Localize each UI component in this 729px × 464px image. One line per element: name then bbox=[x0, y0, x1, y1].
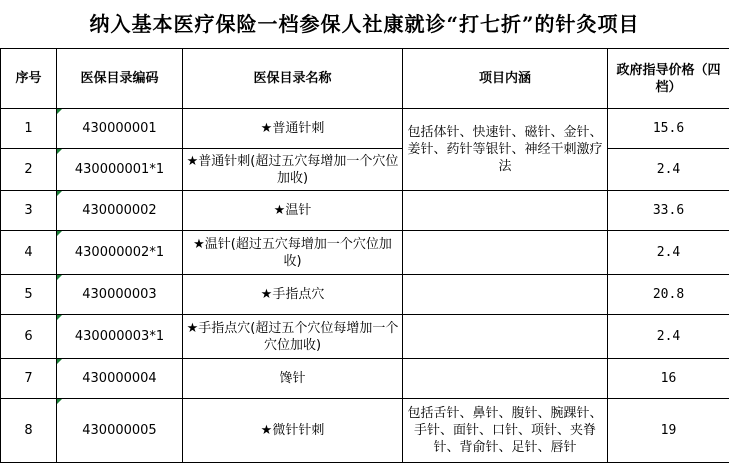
table-header-row bbox=[1, 49, 729, 109]
cell-comment-marker bbox=[57, 275, 62, 280]
cell-name[interactable]: ★温针(超过五穴每增加一个穴位加收) bbox=[183, 231, 403, 275]
cell-price[interactable]: 2.4 bbox=[608, 315, 729, 359]
cell-seq[interactable]: 4 bbox=[1, 231, 57, 275]
cell-name[interactable]: ★普通针刺(超过五穴每增加一个穴位加收) bbox=[183, 149, 403, 191]
cell-code[interactable] bbox=[57, 315, 183, 359]
cell-code[interactable] bbox=[57, 359, 183, 399]
cell-price[interactable]: 15.6 bbox=[608, 109, 729, 149]
cell-comment-marker bbox=[57, 149, 62, 154]
cell-price[interactable]: 16 bbox=[608, 359, 729, 399]
cell-content[interactable]: 包括舌针、鼻针、腹针、腕踝针、手针、面针、口针、项针、夹脊针、背俞针、足针、唇针 bbox=[403, 399, 608, 463]
cell-content-empty[interactable] bbox=[403, 315, 608, 359]
table-row bbox=[1, 399, 729, 463]
cell-code[interactable] bbox=[57, 231, 183, 275]
table-row bbox=[1, 109, 729, 149]
table-row bbox=[1, 359, 729, 399]
table-row bbox=[1, 315, 729, 359]
cell-price[interactable]: 20.8 bbox=[608, 275, 729, 315]
cell-code-text: 430000003*1 bbox=[74, 329, 165, 344]
cell-comment-marker bbox=[57, 399, 62, 404]
cell-seq[interactable]: 2 bbox=[1, 149, 57, 191]
cell-code[interactable] bbox=[57, 399, 183, 463]
cell-code-text: 430000002 bbox=[82, 203, 157, 218]
cell-seq[interactable]: 1 bbox=[1, 109, 57, 149]
cell-content-empty[interactable] bbox=[403, 191, 608, 231]
cell-comment-marker bbox=[57, 359, 62, 364]
page-title: 纳入基本医疗保险一档参保人社康就诊“打七折”的针灸项目 bbox=[89, 12, 640, 36]
cell-seq[interactable]: 5 bbox=[1, 275, 57, 315]
cell-code-text: 430000005 bbox=[82, 423, 157, 438]
cell-code[interactable] bbox=[57, 109, 183, 149]
header-content[interactable]: 项目内涵 bbox=[403, 49, 608, 109]
cell-name[interactable]: ★温针 bbox=[183, 191, 403, 231]
cell-name[interactable]: 馋针 bbox=[183, 359, 403, 399]
table-row bbox=[1, 231, 729, 275]
cell-content[interactable]: 包括体针、快速针、磁针、金针、姜针、药针等银针、神经干刺激疗法 bbox=[403, 109, 608, 191]
cell-price[interactable]: 2.4 bbox=[608, 149, 729, 191]
acupuncture-items-table bbox=[0, 48, 729, 463]
cell-code-text: 430000002*1 bbox=[74, 245, 165, 260]
cell-content-empty[interactable] bbox=[403, 231, 608, 275]
header-seq[interactable]: 序号 bbox=[1, 49, 57, 109]
cell-code-text: 430000001 bbox=[82, 121, 157, 136]
cell-seq[interactable]: 3 bbox=[1, 191, 57, 231]
cell-code[interactable] bbox=[57, 191, 183, 231]
cell-name[interactable]: ★手指点穴(超过五个穴位每增加一个穴位加收) bbox=[183, 315, 403, 359]
cell-comment-marker bbox=[57, 315, 62, 320]
table-row bbox=[1, 191, 729, 231]
header-price[interactable]: 政府指导价格（四档） bbox=[608, 49, 729, 109]
cell-price[interactable]: 2.4 bbox=[608, 231, 729, 275]
cell-content-empty[interactable] bbox=[403, 359, 608, 399]
cell-price[interactable]: 33.6 bbox=[608, 191, 729, 231]
header-code[interactable]: 医保目录编码 bbox=[57, 49, 183, 109]
cell-comment-marker bbox=[57, 109, 62, 114]
header-name[interactable]: 医保目录名称 bbox=[183, 49, 403, 109]
cell-seq[interactable]: 8 bbox=[1, 399, 57, 463]
cell-name[interactable]: ★微针针刺 bbox=[183, 399, 403, 463]
table-row bbox=[1, 149, 729, 191]
cell-seq[interactable]: 6 bbox=[1, 315, 57, 359]
table-row bbox=[1, 275, 729, 315]
cell-code-text: 430000003 bbox=[82, 287, 157, 302]
cell-name[interactable]: ★手指点穴 bbox=[183, 275, 403, 315]
cell-name[interactable]: ★普通针刺 bbox=[183, 109, 403, 149]
cell-code[interactable] bbox=[57, 149, 183, 191]
cell-comment-marker bbox=[57, 231, 62, 236]
cell-price[interactable]: 19 bbox=[608, 399, 729, 463]
cell-code-text: 430000004 bbox=[82, 371, 157, 386]
cell-seq[interactable]: 7 bbox=[1, 359, 57, 399]
cell-code[interactable] bbox=[57, 275, 183, 315]
cell-code-text: 430000001*1 bbox=[74, 162, 165, 177]
cell-comment-marker bbox=[57, 191, 62, 196]
cell-content-empty[interactable] bbox=[403, 275, 608, 315]
